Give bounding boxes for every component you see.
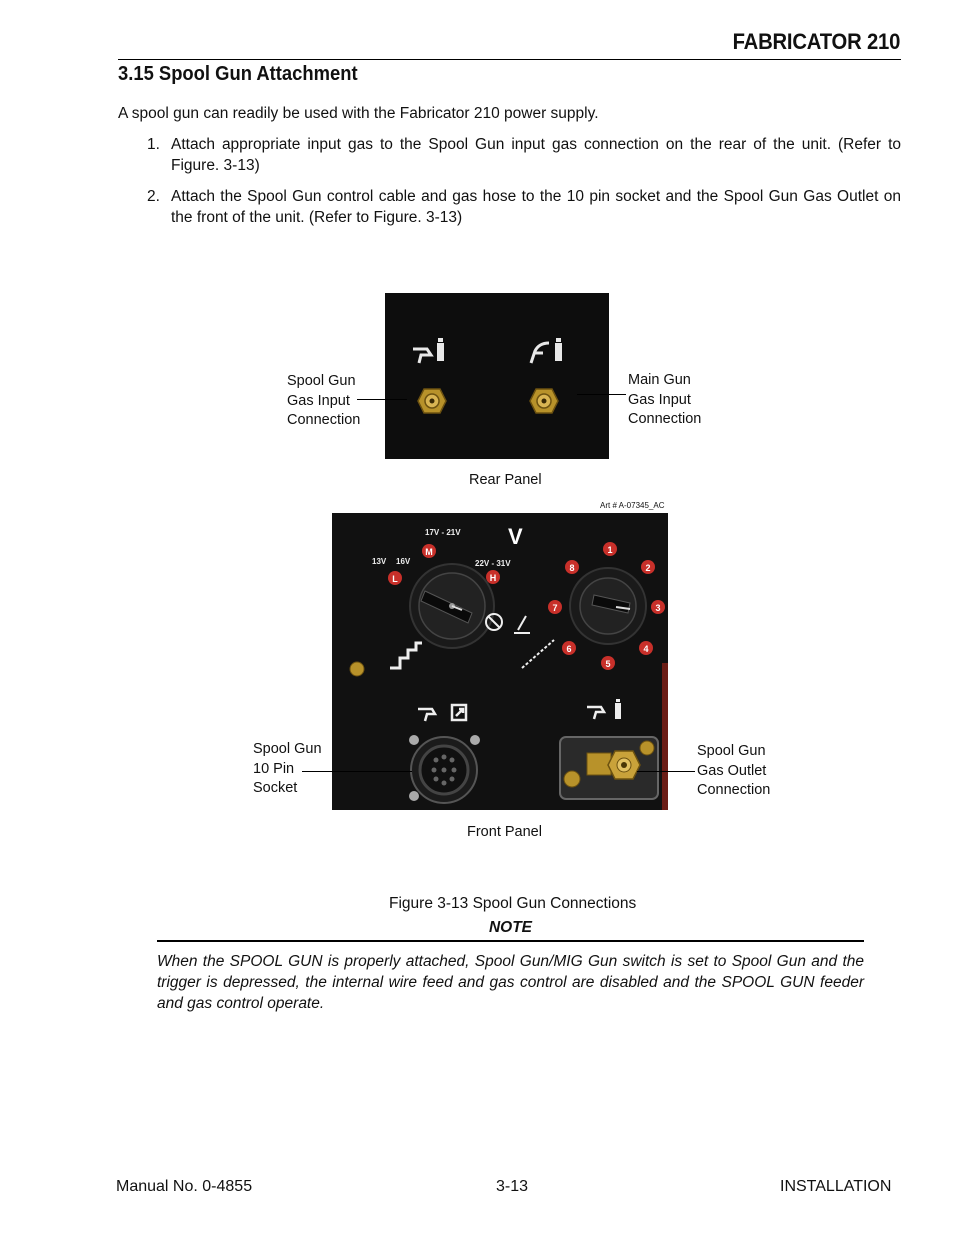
label-line: Spool Gun (287, 373, 356, 389)
gas-outlet-fitting (560, 737, 658, 799)
step-number: 1. (147, 136, 160, 153)
front-right-label (697, 742, 770, 801)
dial-letter-l: L (392, 574, 398, 584)
volt-range-high: 22V - 31V (475, 559, 511, 568)
leader-line (357, 399, 407, 400)
front-panel-illustration (332, 513, 668, 810)
note-rule (157, 940, 864, 942)
step-text: Attach the Spool Gun control cable and gas hose to the 10 pin socket and the Spool Gun Gas Outlet on the front of the unit. (Refer to Figure. 3-13) (171, 188, 901, 226)
footer-manual-number: Manual No. 0-4855 (116, 1178, 253, 1195)
rear-panel-photo (385, 293, 609, 459)
label-line: Connection (628, 411, 702, 427)
label-line: Connection (287, 412, 361, 428)
svg-text:1: 1 (607, 545, 613, 555)
svg-text:6: 6 (566, 644, 572, 654)
svg-text:7: 7 (552, 603, 558, 613)
label-line: Main Gun (628, 372, 691, 388)
spool-gun-gas-fitting (418, 389, 446, 413)
volt-range-mid: 17V - 21V (425, 528, 461, 537)
label-line: Spool Gun (697, 743, 766, 759)
dial-letter-m: M (425, 547, 433, 557)
wire-speed-dial (570, 568, 646, 644)
leader-line (577, 394, 626, 395)
dial-letter-h: H (489, 573, 497, 583)
front-panel-photo (332, 513, 668, 810)
volt-range-low2: 16V (396, 557, 411, 566)
step-2 (147, 186, 901, 228)
header-rule (118, 59, 901, 60)
label-line: Socket (253, 780, 298, 796)
step-number: 2. (147, 188, 160, 205)
main-gun-gas-fitting (530, 389, 558, 413)
product-title: FABRICATOR 210 (732, 29, 900, 54)
svg-text:8: 8 (569, 563, 575, 573)
footer-page-number: 3-13 (496, 1178, 529, 1195)
svg-text:2: 2 (645, 563, 651, 573)
svg-text:3: 3 (655, 603, 661, 613)
step-text: Attach appropriate input gas to the Spool Gun input gas connection on the rear of the unit. (Refer to Figure. 3-13) (171, 136, 901, 174)
art-number: Art # A-07345_AC (600, 501, 665, 510)
panel-screw (350, 662, 364, 676)
volt-symbol: V (508, 524, 523, 549)
step-1 (147, 134, 901, 176)
front-panel-caption: Front Panel (467, 824, 542, 840)
label-line: Connection (697, 782, 771, 798)
label-line: 10 Pin (253, 760, 295, 777)
label-line: Gas Outlet (697, 762, 767, 779)
footer-chapter: INSTALLATION (780, 1178, 892, 1195)
rear-panel-illustration (385, 293, 609, 459)
rear-left-label (287, 372, 360, 431)
label-line: Gas Input (628, 391, 691, 408)
front-left-label (253, 740, 322, 799)
svg-text:5: 5 (605, 659, 611, 669)
leader-line (637, 771, 695, 772)
note-heading: NOTE (488, 919, 533, 936)
intro-paragraph: A spool gun can readily be used with the Fabricator 210 power supply. (118, 105, 599, 122)
leader-line (302, 771, 412, 772)
label-line: Gas Input (287, 392, 350, 409)
label-line: Spool Gun (253, 741, 322, 757)
rear-right-label (628, 371, 701, 430)
figure-caption: Figure 3-13 Spool Gun Connections (389, 895, 637, 912)
volt-range-low: 13V (372, 557, 387, 566)
section-title: 3.15 Spool Gun Attachment (118, 63, 358, 85)
note-text: When the SPOOL GUN is properly attached, Spool Gun/MIG Gun switch is set to Spool Gun and the trigger is depressed, the internal wire feed and gas control are disabled and the SPOOL GUN feeder and gas control operate. (157, 953, 864, 1012)
voltage-dial (410, 564, 494, 648)
rear-panel-caption: Rear Panel (469, 472, 542, 488)
svg-text:4: 4 (643, 644, 649, 654)
